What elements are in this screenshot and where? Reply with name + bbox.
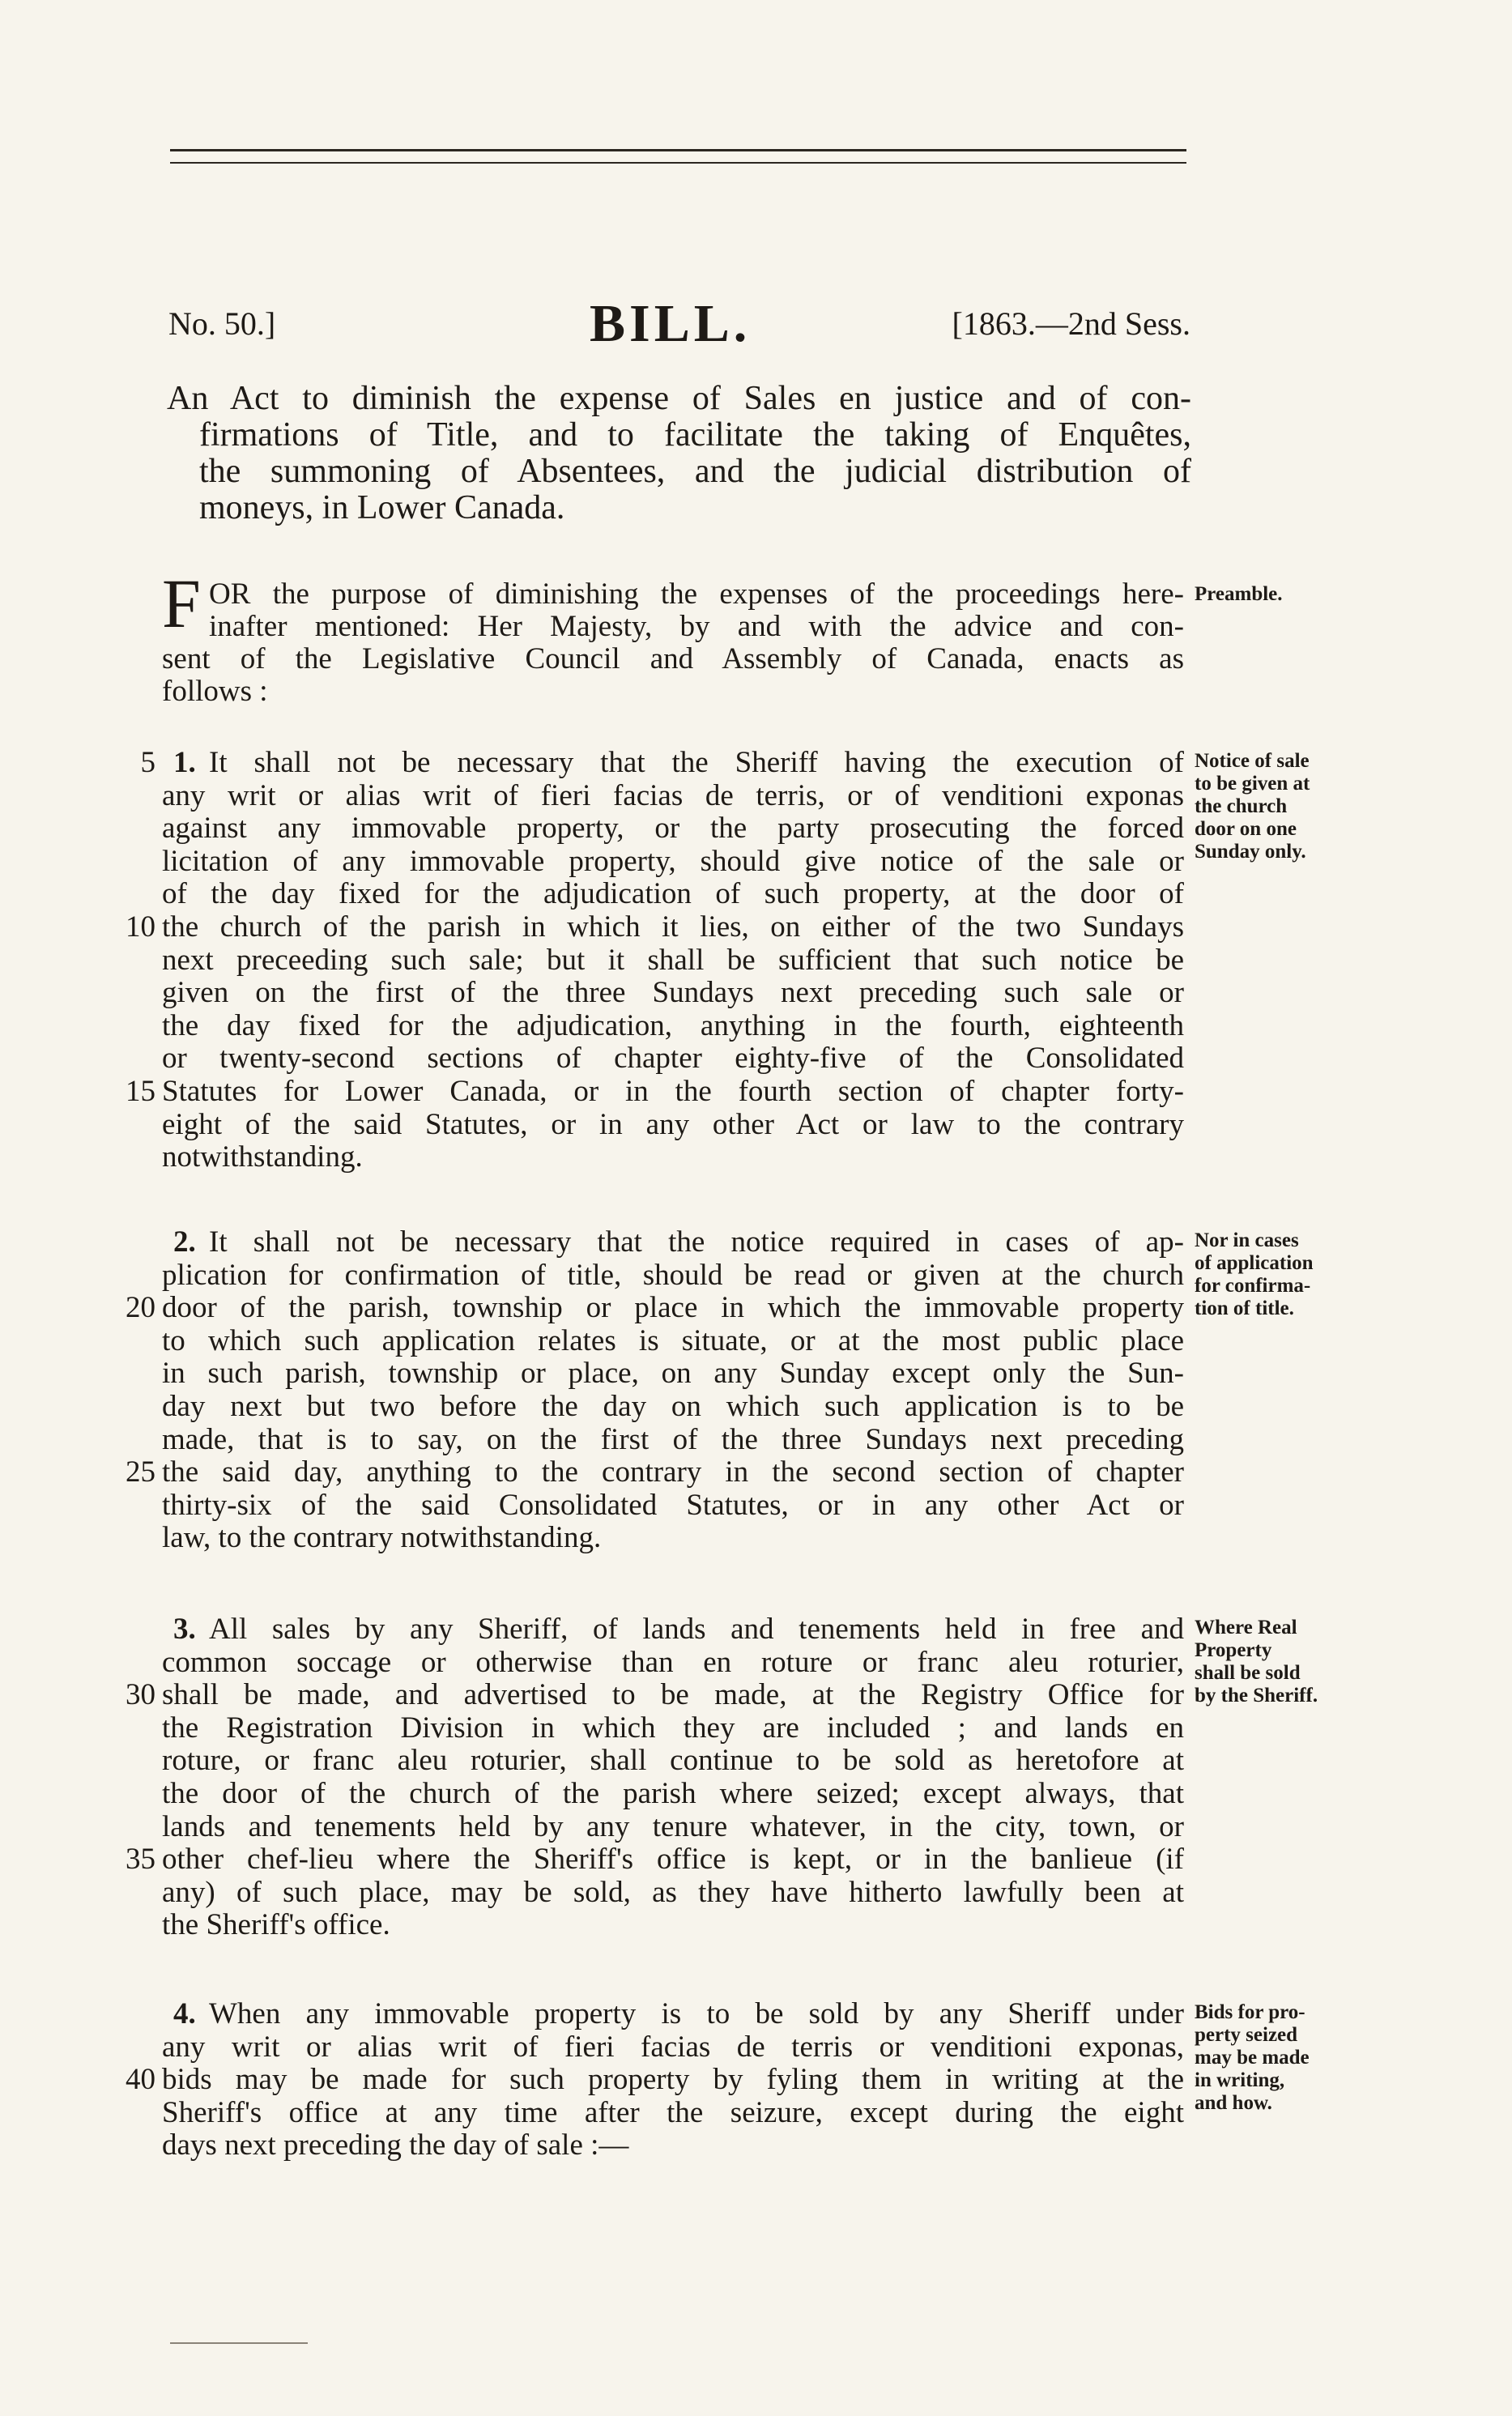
section-line: It shall not be necessary that the notice required in cases of ap- <box>209 1225 1184 1259</box>
margin-note-line: door on one <box>1195 818 1297 840</box>
section-line: the Sheriff's office. <box>162 1908 390 1941</box>
line-number: 20 <box>126 1291 155 1324</box>
margin-note-line: to be given at <box>1195 773 1310 795</box>
section-line: bids may be made for such property by fyling them in writing at the <box>162 2063 1184 2096</box>
act-title-line: An Act to diminish the expense of Sales en justice and of con- <box>167 380 1191 417</box>
margin-note <box>1195 2001 1389 2115</box>
section-line: lands and tenements held by any tenure whatever, in the city, town, or <box>162 1810 1184 1843</box>
section-line: or twenty-second sections of chapter eighty-five of the Consolidated <box>162 1042 1184 1075</box>
line-number: 30 <box>126 1678 155 1711</box>
act-title-line: firmations of Title, and to facilitate the taking of Enquêtes, <box>199 416 1191 454</box>
section-line: plication for confirmation of title, should be read or given at the church <box>162 1259 1184 1292</box>
section-line: against any immovable property, or the party prosecuting the forced <box>162 812 1184 845</box>
section-line: licitation of any immovable property, should give notice of the sale or <box>162 845 1184 878</box>
line-number: 5 <box>140 746 155 779</box>
margin-note-line: by the Sheriff. <box>1195 1685 1318 1707</box>
section-line: to which such application relates is situate, or at the most public place <box>162 1324 1184 1357</box>
preamble-line: inafter mentioned: Her Majesty, by and with the advice and con- <box>209 610 1184 643</box>
margin-note: Preamble. <box>1195 583 1283 605</box>
line-number: 40 <box>126 2063 155 2096</box>
line-number: 10 <box>126 910 155 944</box>
preamble-line: follows : <box>162 675 268 708</box>
section-line: any writ or alias writ of fieri facias de terris, or of venditioni exponas <box>162 779 1184 812</box>
section-line: other chef-lieu where the Sheriff's office is kept, or in the banlieue (if <box>162 1843 1184 1876</box>
line-number: 15 <box>126 1075 155 1108</box>
margin-note-line: of application <box>1195 1252 1314 1274</box>
section-line: It shall not be necessary that the Sheriff having the execution of <box>209 746 1184 779</box>
bill-header <box>168 293 1190 358</box>
section-line: any writ or alias writ of fieri facias de terris or venditioni exponas, <box>162 2030 1184 2064</box>
section-line: the day fixed for the adjudication, anything in the fourth, eighteenth <box>162 1009 1184 1042</box>
bill-session: [1863.—2nd Sess. <box>952 305 1190 342</box>
act-title-line: moneys, in Lower Canada. <box>199 489 565 526</box>
margin-note-line: in writing, <box>1195 2069 1285 2091</box>
section-line: Statutes for Lower Canada, or in the fourth section of chapter forty- <box>162 1075 1184 1108</box>
section-line: When any immovable property is to be sold by any Sheriff under <box>209 1997 1184 2030</box>
section-line: days next preceding the day of sale :— <box>162 2128 629 2162</box>
margin-note-line: for confirma- <box>1195 1275 1311 1297</box>
margin-note-line: may be made <box>1195 2047 1310 2069</box>
top-rule-thin <box>170 162 1186 164</box>
preamble-line: sent of the Legislative Council and Assembly of Canada, enacts as <box>162 642 1184 675</box>
margin-note-line: Property <box>1195 1639 1272 1661</box>
section-line: any) of such place, may be sold, as they have hitherto lawfully been at <box>162 1876 1184 1909</box>
margin-note-line: Notice of sale <box>1195 750 1310 772</box>
act-title <box>167 381 1191 526</box>
section-line: next preceeding such sale; but it shall be sufficient that such notice be <box>162 944 1184 977</box>
section-line: made, that is to say, on the first of the three Sundays next preceding <box>162 1423 1184 1456</box>
section-number: 4. <box>173 1997 196 2030</box>
act-title-line: the summoning of Absentees, and the judicial distribution of <box>199 453 1191 490</box>
section-line: in such parish, township or place, on any Sunday except only the Sun- <box>162 1357 1184 1390</box>
section-number: 1. <box>173 746 196 779</box>
margin-note-line: Sunday only. <box>1195 841 1306 863</box>
section-line: law, to the contrary notwithstanding. <box>162 1521 602 1554</box>
margin-note-line: and how. <box>1195 2092 1272 2114</box>
section-number: 3. <box>173 1613 196 1646</box>
margin-note-line: shall be sold <box>1195 1662 1301 1684</box>
line-number: 25 <box>126 1455 155 1489</box>
drop-cap: F <box>162 565 201 642</box>
section-line: of the day fixed for the adjudication of such property, at the door of <box>162 877 1184 910</box>
section-number: 2. <box>173 1225 196 1259</box>
margin-note <box>1195 1617 1389 1707</box>
section-line: All sales by any Sheriff, of lands and tenements held in free and <box>209 1613 1184 1646</box>
section-line: door of the parish, township or place in which the immovable property <box>162 1291 1184 1324</box>
section-line: the church of the parish in which it lies, on either of the two Sundays <box>162 910 1184 944</box>
preamble-line: OR the purpose of diminishing the expenses of the proceedings here- <box>209 577 1184 611</box>
section-line: notwithstanding. <box>162 1140 363 1174</box>
section-line: the Registration Division in which they are included ; and lands en <box>162 1711 1184 1745</box>
section-line: roture, or franc aleu roturier, shall continue to be sold as heretofore at <box>162 1744 1184 1777</box>
section-line: eight of the said Statutes, or in any other Act or law to the contrary <box>162 1108 1184 1141</box>
margin-note-line: Bids for pro- <box>1195 2001 1305 2023</box>
section-line: shall be made, and advertised to be made, at the Registry Office for <box>162 1678 1184 1711</box>
margin-note-line: the church <box>1195 795 1288 817</box>
bottom-rule <box>170 2342 308 2344</box>
top-rule <box>170 149 1186 151</box>
section-line: given on the first of the three Sundays next preceding such sale or <box>162 976 1184 1009</box>
margin-note <box>1195 750 1389 863</box>
margin-note-line: perty seized <box>1195 2024 1298 2046</box>
section-line: Sheriff's office at any time after the seizure, except during the eight <box>162 2096 1184 2129</box>
section-line: day next but two before the day on which such application is to be <box>162 1390 1184 1423</box>
section-line: the door of the church of the parish where seized; except always, that <box>162 1777 1184 1810</box>
margin-note-line: tion of title. <box>1195 1297 1294 1319</box>
line-number: 35 <box>126 1843 155 1876</box>
margin-note-line: Nor in cases <box>1195 1229 1299 1251</box>
section-line: the said day, anything to the contrary in the second section of chapter <box>162 1455 1184 1489</box>
bill-number: No. 50.] <box>168 305 276 342</box>
margin-note-line: Where Real <box>1195 1617 1297 1638</box>
margin-note <box>1195 1229 1389 1320</box>
bill-title: BILL. <box>590 294 752 353</box>
section-line: thirty-six of the said Consolidated Statutes, or in any other Act or <box>162 1489 1184 1522</box>
section-line: common soccage or otherwise than en roture or franc aleu roturier, <box>162 1646 1184 1679</box>
